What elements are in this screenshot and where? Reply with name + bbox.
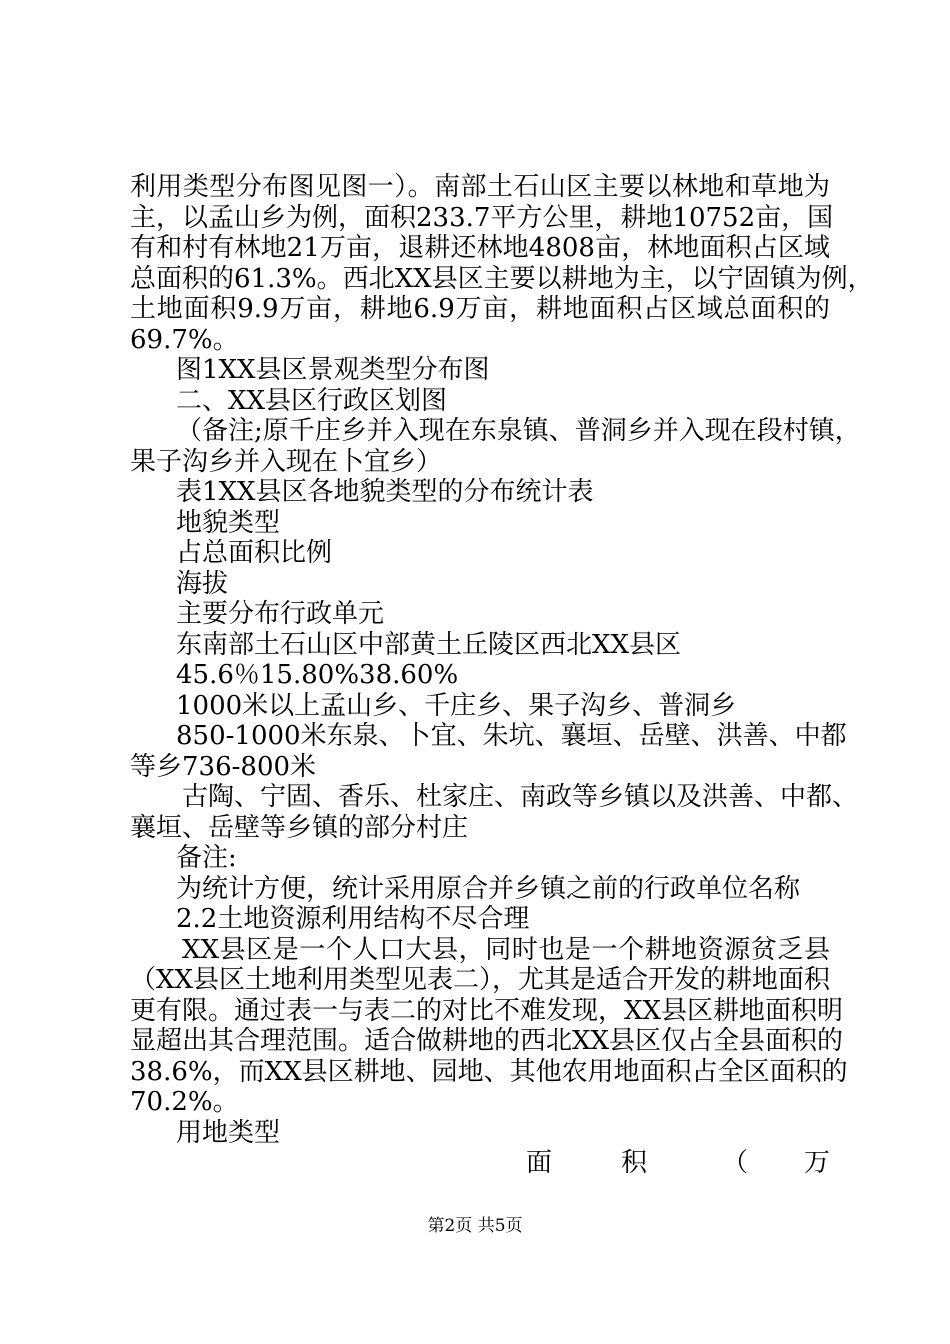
body-line: 更有限。通过表一与表二的对比不难发现，XX县区耕地面积明 xyxy=(130,995,844,1026)
table-cell: 占总面积比例 xyxy=(176,538,333,568)
note-line: 为统计方便，统计采用原合并乡镇之前的行政单位名称 xyxy=(176,873,801,904)
table-cell: 45.6％15.80%38.60% xyxy=(176,660,459,690)
body-line: 显超出其合理范围。适合做耕地的西北XX县区仅占全县面积的 xyxy=(130,1026,844,1056)
table-cell: 850-1000米东泉、卜宜、朱坑、襄垣、岳壁、洪善、中都 xyxy=(176,721,847,751)
note-label: 备注: xyxy=(176,843,237,873)
table-header-fragment: 积 xyxy=(621,1148,648,1178)
table-cell: 东南部土石山区中部黄土丘陵区西北XX县区 xyxy=(176,629,682,660)
note-line: （备注;原千庄乡并入现在东泉镇、普洞乡并入现在段村镇， xyxy=(176,416,861,446)
document-body xyxy=(130,172,874,1179)
table-cell: 海拔 xyxy=(176,568,229,599)
table-cell: 古陶、宁固、香乐、杜家庄、南政等乡镇以及洪善、中都、 xyxy=(182,782,859,812)
table-header-fragment: （ xyxy=(722,1148,749,1178)
note-line: 果子沟乡并入现在卜宜乡） xyxy=(130,446,443,477)
body-line: （XX县区土地利用类型见表二），尤其是适合开发的耕地面积 xyxy=(130,965,831,995)
table-cell: 襄垣、岳壁等乡镇的部分村庄 xyxy=(130,812,469,843)
body-line: XX县区是一个人口大县，同时也是一个耕地资源贫乏县 xyxy=(182,934,830,965)
figure-caption: 图1XX县区景观类型分布图 xyxy=(176,355,490,385)
page-footer: 第2页 共5页 xyxy=(427,1216,523,1236)
body-line: 有和村有林地21万亩，退耕还林地4808亩，林地面积占区域 xyxy=(130,233,830,263)
body-line: 69.7%。 xyxy=(130,324,239,355)
body-line: 总面积的61.3%。西北XX县区主要以耕地为主，以宁固镇为例， xyxy=(130,263,874,294)
table-cell: 主要分布行政单元 xyxy=(176,599,385,629)
section-heading: 二、XX县区行政区划图 xyxy=(176,385,448,416)
table-header-line xyxy=(130,1148,830,1179)
table-cell: 1000米以上孟山乡、千庄乡、果子沟乡、普洞乡 xyxy=(176,690,737,721)
body-line: 70.2%。 xyxy=(130,1087,239,1117)
body-line: 土地面积9.9万亩，耕地6.9万亩，耕地面积占区域总面积的 xyxy=(130,294,830,324)
table-cell: 等乡736-800米 xyxy=(130,751,317,782)
body-line: 38.6%，而XX县区耕地、园地、其他农用地面积占全区面积的 xyxy=(130,1056,848,1087)
table-caption: 表1XX县区各地貌类型的分布统计表 xyxy=(176,477,594,507)
table-cell: 用地类型 xyxy=(176,1117,281,1148)
body-line: 利用类型分布图见图一）。南部土石山区主要以林地和草地为 xyxy=(130,172,830,202)
section-heading: 2.2土地资源利用结构不尽合理 xyxy=(176,904,530,934)
table-header-fragment: 面 xyxy=(526,1148,553,1178)
table-header-fragment: 万 xyxy=(804,1148,831,1178)
table-cell: 地貌类型 xyxy=(176,507,281,538)
body-line: 主，以孟山乡为例，面积233.7平方公里，耕地10752亩，国 xyxy=(130,202,834,233)
